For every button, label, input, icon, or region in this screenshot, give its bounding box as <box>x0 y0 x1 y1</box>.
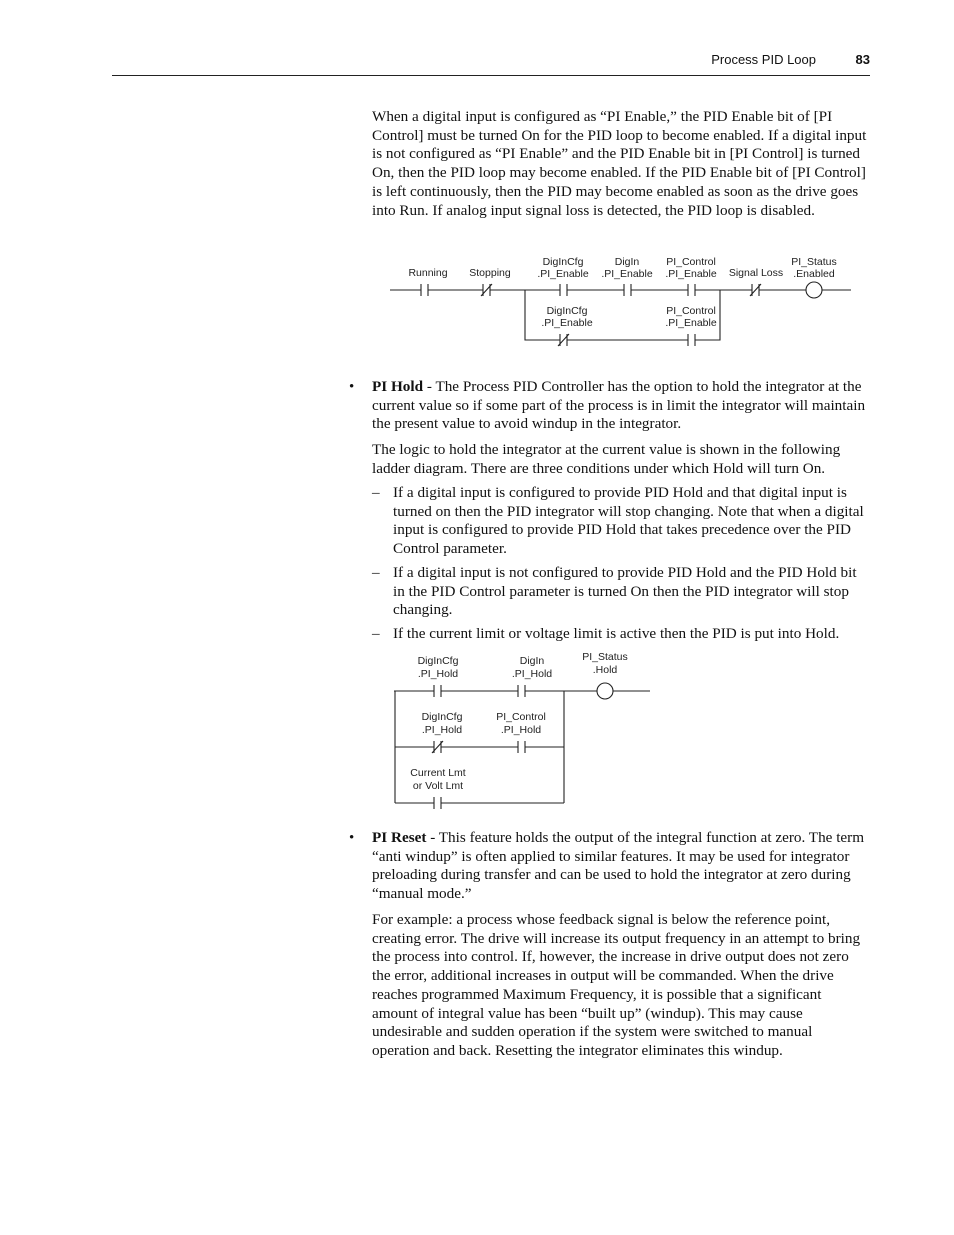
pi-reset-example-paragraph: For example: a process whose feedback signal is below the reference point, creating error. The drive will increase its output frequency in an attempt to bring the process into control. If, however, the increase in drive output does not zero the error, additional increases in output will be commanded. When the drive reaches programmed Maximum Frequency, it is possible that a significant amount of integral value has been “built up” (windup). This may cause undesirable and sudden operation if the system were switched to manual operation and back. Resetting the integrator eliminates this windup. <box>372 911 861 1059</box>
label-digincfg-enable-bottom: DigInCfg <box>546 305 588 317</box>
running-header-title: Process PID Loop <box>711 52 816 67</box>
pi-reset-term: PI Reset <box>372 829 427 846</box>
pi-hold-text: - The Process PID Controller has the option to hold the integrator at the current value so if some part of the process is in limit the integrator will maintain the present value to avoid windup in the integrator. <box>372 378 866 433</box>
label-digincfg-enable-top: DigInCfg <box>542 256 584 268</box>
pi-hold-term: PI Hold <box>372 378 424 395</box>
label-digin-hold: DigIn <box>519 655 545 667</box>
label-current-limit: Current Lmt <box>410 767 466 779</box>
label-digincfg-enable-top-sub: .PI_Enable <box>537 268 589 280</box>
pi-enable-ladder-diagram <box>390 254 852 346</box>
label-signal-loss: Signal Loss <box>728 267 784 279</box>
intro-paragraph: When a digital input is configured as “PI Enable,” the PID Enable bit of [PI Control] must be turned On for the PID loop to become enabled. If a digital input is not configured as “PI Enable” and the PID Enable bit in [PI Control] is turned On, then the PID loop may become enabled. If the PID Enable bit of [PI Control] is left continuously, then the PID may become enabled as soon as the drive goes into Run. If analog input signal loss is detected, the PID loop is disabled. <box>372 108 867 219</box>
pi-hold-logic-paragraph: The logic to hold the integrator at the current value is shown in the following ladder diagram. There are three conditions under which Hold will turn On. <box>372 441 841 477</box>
label-digin-enable: DigIn <box>614 256 640 268</box>
label-pistatus-hold: PI_Status <box>582 651 628 663</box>
hold-condition-3: If the current limit or voltage limit is active then the PID is put into Hold. <box>393 625 840 642</box>
label-digin-hold-sub: .PI_Hold <box>511 668 553 680</box>
dash-condition-1: – <box>372 484 380 501</box>
dash-condition-3: – <box>372 625 380 642</box>
label-digin-enable-sub: .PI_Enable <box>601 268 653 280</box>
label-picontrol-enable-bottom: PI_Control <box>666 305 716 317</box>
label-stopping: Stopping <box>469 267 511 279</box>
page-number: 83 <box>855 52 870 67</box>
pi-hold-ladder-diagram <box>394 648 652 808</box>
label-volt-limit: or Volt Lmt <box>412 780 464 792</box>
bullet-pi-hold: • <box>349 379 355 395</box>
label-pistatus-enabled: PI_Status <box>791 256 837 268</box>
label-picontrol-enable-top-sub: .PI_Enable <box>665 268 717 280</box>
label-digincfg-hold-mid: DigInCfg <box>421 711 463 723</box>
header-divider <box>112 75 870 76</box>
label-running: Running <box>408 267 448 279</box>
hold-condition-1: If a digital input is configured to provide PID Hold and that digital input is turned on then the PID integrator will stop changing. Note that when a digital input is configured to provide PID Hold that takes precedence over the PID Control parameter. <box>393 484 864 558</box>
pi-reset-text: - This feature holds the output of the integral function at zero. The term “anti windup” is often applied to similar features. It may be used for integrator preloading during transfer and can be used to hold the integrator at zero during “manual mode.” <box>372 829 865 903</box>
label-picontrol-enable-top: PI_Control <box>666 256 716 268</box>
bullet-pi-reset: • <box>349 830 355 846</box>
label-pistatus-hold-sub: .Hold <box>592 664 618 676</box>
label-picontrol-hold-sub: .PI_Hold <box>500 724 542 736</box>
label-digincfg-hold-mid-sub: .PI_Hold <box>421 724 463 736</box>
pi-hold-paragraph <box>372 378 870 434</box>
dash-condition-2: – <box>372 564 380 581</box>
pi-reset-paragraph <box>372 829 870 904</box>
label-picontrol-enable-bottom-sub: .PI_Enable <box>665 317 717 329</box>
label-digincfg-hold-top-sub: .PI_Hold <box>417 668 459 680</box>
label-digincfg-enable-bottom-sub: .PI_Enable <box>541 317 593 329</box>
hold-condition-2: If a digital input is not configured to provide PID Hold and the PID Hold bit in the PID Control parameter is turned On then the PID integrator will stop changing. <box>393 564 857 619</box>
label-picontrol-hold: PI_Control <box>496 711 546 723</box>
label-digincfg-hold-top: DigInCfg <box>417 655 459 667</box>
label-pistatus-enabled-sub: .Enabled <box>793 268 835 280</box>
